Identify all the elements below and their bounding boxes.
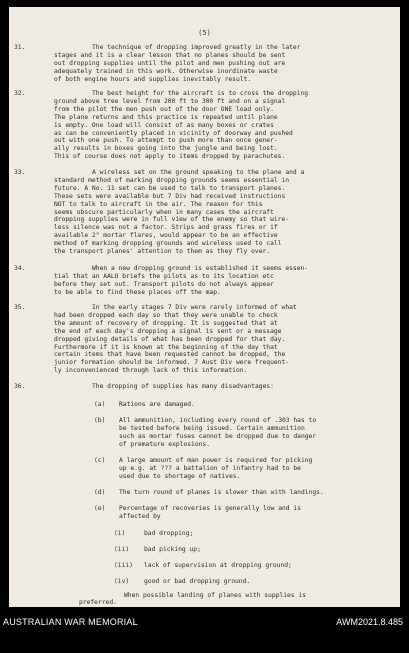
paragraph-number: 33.	[14, 169, 26, 176]
text-line: The dropping of supplies has many disadvantages:	[92, 383, 274, 390]
text-line: The best height for the aircraft is to cross the dropping	[92, 90, 309, 97]
text-line: A wireless set on the ground speaking to the plane and a	[92, 169, 305, 176]
paragraph-34	[14, 265, 309, 297]
text-line: out with one push. To attempt to push more than once gener-	[54, 137, 278, 145]
footer-source: AUSTRALIAN WAR MEMORIAL	[3, 617, 138, 627]
paragraph-33	[14, 169, 305, 256]
text-line: This of course does not apply to items dropped by parachutes.	[54, 153, 286, 161]
text-line: The turn round of planes is slower than with landings.	[119, 489, 324, 496]
text-line: Furthermore if it is known at the beginning of the day that	[54, 343, 278, 351]
text-line: All ammunition, including every round of .303 has to	[119, 417, 317, 424]
text-line: certain items that have been requested cannot be dropped, the	[54, 351, 286, 359]
text-line: A large amount of man power is required for picking	[119, 457, 313, 464]
paragraph-number: 36.	[14, 383, 26, 390]
text-line: be tested before being issued. Certain ammunition	[119, 424, 305, 432]
subitem-label: (ii)	[114, 546, 130, 553]
text-line: adequately trained in this work. Otherwise inordinate waste	[54, 67, 278, 75]
text-line: up e.g. at ??? a battalion of infantry had to be	[119, 464, 301, 472]
paragraph-32	[14, 90, 309, 161]
text-line: the transport planes' attention to them as they fly over.	[54, 248, 271, 256]
text-line: method of marking dropping grounds and wireless used to call	[54, 240, 282, 248]
text-line: dropped giving details of what has been dropped for that day.	[54, 335, 286, 343]
subitem-label: (i)	[114, 530, 126, 537]
subitem-text: lack of supervision at dropping ground;	[144, 562, 292, 569]
closing-paragraph	[79, 592, 306, 607]
item-label: (d)	[94, 489, 106, 496]
list-item	[119, 505, 301, 521]
text-line: as can be conveniently placed in vicinity of doorway and pushed	[54, 129, 293, 137]
subitem-label: (iii)	[114, 562, 133, 569]
text-line: of both engine hours and supplies inevitably result.	[54, 75, 252, 83]
text-line: The technique of dropping improved greatly in the later	[92, 44, 301, 51]
text-line: seems obscure particularly when in many cases the aircraft	[54, 208, 274, 216]
page-number: (5)	[198, 29, 211, 37]
item-label: (a)	[94, 401, 106, 408]
paragraph-number: 35.	[14, 304, 26, 311]
text-line: before they set out. Transport pilots do not always appear	[54, 280, 274, 288]
item-label: (b)	[94, 417, 106, 424]
paragraph-31	[14, 44, 301, 84]
text-line: the end of each day's dropping a signal is sent or a message	[54, 327, 282, 335]
text-line: In the early stages 7 Div were rarely informed of what	[92, 304, 297, 311]
list-item	[119, 401, 195, 409]
subitem-label: (iv)	[114, 578, 130, 585]
footer-bar	[0, 609, 409, 653]
text-line: dropping supplies were in full view of the enemy so that wire-	[54, 216, 290, 224]
text-line: had been dropped each day so that they were unable to check	[54, 311, 278, 319]
paragraph-number: 34.	[14, 265, 26, 272]
item-label: (c)	[94, 457, 106, 464]
text-line: ally results in boxes going into the jungle and being lost.	[54, 145, 278, 153]
text-line: NOT to talk to aircraft in the air. The reason for this	[54, 200, 263, 208]
text-line: tial that an AALO briefs the pilots as to its location etc	[54, 272, 274, 280]
list-item	[119, 489, 324, 497]
text-line: When a new dropping ground is established it seems essen-	[92, 265, 309, 272]
document-page	[9, 7, 400, 607]
text-line: The plane returns and this practice is repeated until plane	[54, 113, 278, 121]
text-line: out dropping supplies until the pilot and men pushing out are	[54, 59, 286, 67]
list-item	[119, 457, 312, 481]
text-line: from the pilot the men push out of the door ONE load only.	[54, 105, 274, 113]
text-line: is empty. One load will consist of as many boxes or crates	[54, 121, 274, 129]
text-line: available 2" mortar flares, would appear to be an effective	[54, 232, 278, 240]
text-line: standard method of marking dropping grounds seems essential in	[54, 176, 290, 184]
text-line: affected by	[119, 512, 161, 520]
text-line: used due to shortage of natives.	[119, 472, 241, 480]
text-line: Percentage of recoveries is generally low and is	[119, 505, 301, 512]
text-line: When possible landing of planes with supplies is	[124, 592, 306, 599]
item-label: (e)	[94, 505, 106, 512]
text-line: less silence was not a factor. Strips and grass fires or if	[54, 224, 278, 232]
paragraph-number: 31.	[14, 44, 26, 51]
text-line: the amount of recovery of dropping. It is suggested that at	[54, 319, 278, 327]
text-line: of premature explosions.	[119, 440, 210, 448]
paragraph-35	[14, 304, 297, 375]
subitem-text: good or bad dropping ground.	[144, 578, 251, 585]
text-line: Rations are damaged.	[119, 401, 195, 408]
text-line: junior formation should be informed. 7 Aust Div were frequent-	[54, 359, 290, 367]
paragraph-36	[14, 383, 274, 391]
text-line: to be able to find these places off the map.	[54, 288, 221, 296]
text-line: preferred.	[79, 598, 117, 606]
subitem-text: bad picking up;	[144, 546, 201, 553]
text-line: These sets were available but 7 Div had received instructions	[54, 192, 286, 200]
text-line: ly inconvenienced through lack of this information.	[54, 367, 248, 375]
paragraph-number: 32.	[14, 90, 26, 97]
text-line: stages and it is a clear lesson that no planes should be sent	[54, 51, 286, 59]
text-line: future. A No. 11 set can be used to talk to transport planes.	[54, 184, 286, 192]
footer-reference: AWM2021.8.485	[336, 617, 403, 627]
subitem-text: bad dropping;	[144, 530, 194, 537]
list-item	[119, 417, 316, 449]
text-line: such as mortar fuses cannot be dropped due to danger	[119, 432, 317, 440]
text-line: ground above tree level from 200 ft to 300 ft and on a signal	[54, 97, 286, 105]
